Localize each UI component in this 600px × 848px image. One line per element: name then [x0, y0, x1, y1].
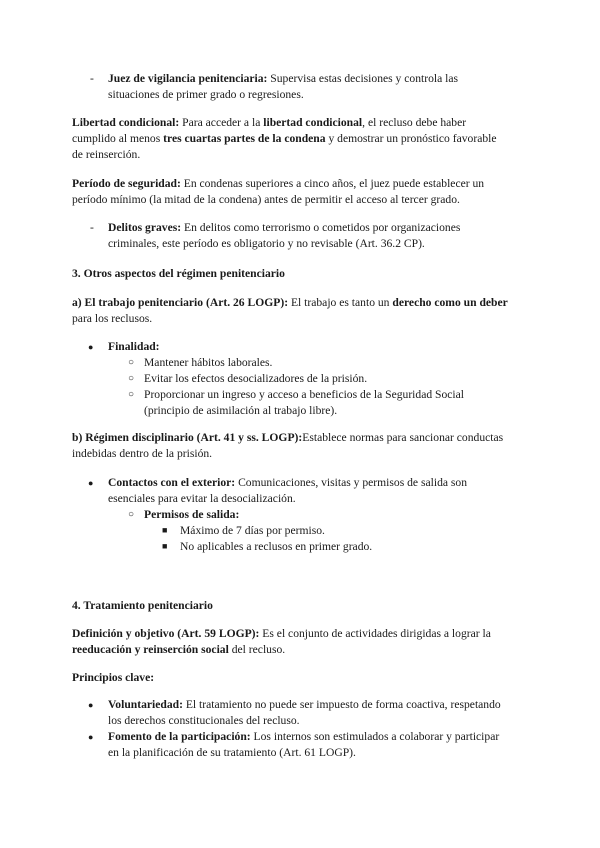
bold-text: reeducación y reinserción social [72, 643, 229, 656]
term-label: Fomento de la participación: [108, 730, 251, 743]
bold-text: tres cuartas partes de la condena [163, 132, 326, 145]
dash-item-juez [90, 71, 528, 103]
text: Mantener hábitos laborales. [144, 356, 273, 369]
paragraph-trabajo [72, 295, 532, 327]
section-heading: 3. Otros aspectos del régimen penitenciario [72, 267, 285, 280]
term-label: Libertad condicional: [72, 116, 180, 129]
text: Es el conjunto de actividades dirigidas a lograr la [259, 627, 491, 640]
text: Proporcionar un ingreso y acceso a beneficios de la Seguridad Social [144, 388, 465, 401]
paragraph-definicion [72, 626, 532, 658]
text: cumplido al menos [72, 132, 164, 145]
term-label: Permisos de salida: [144, 508, 240, 521]
bold-text: derecho como un deber [392, 296, 508, 309]
bullet-marker: ● [88, 342, 94, 352]
term-label: Finalidad: [108, 340, 160, 353]
circle-marker: ○ [128, 373, 135, 384]
section-heading: 4. Tratamiento penitenciario [72, 599, 213, 612]
text: período mínimo (la mitad de la condena) antes de permitir el acceso al tercer grado. [72, 193, 460, 206]
text: los derechos constitucionales del recluso. [108, 714, 300, 727]
term-label: Contactos con el exterior: [108, 476, 236, 489]
text: El tratamiento no puede ser impuesto de forma coactiva, respetando [182, 698, 501, 711]
list-item [162, 523, 325, 539]
bullet-marker: ● [88, 700, 94, 710]
text: esenciales para evitar la desocialización. [108, 492, 296, 505]
term-label: b) Régimen disciplinario (Art. 41 y ss. LOGP): [72, 431, 303, 444]
text: No aplicables a reclusos en primer grado. [180, 540, 373, 553]
text: Evitar los efectos desocializadores de la prisión. [144, 372, 368, 385]
text: Los internos son estimulados a colaborar y participar [250, 730, 500, 743]
text: para los reclusos. [72, 312, 153, 325]
paragraph-disciplinario [72, 430, 532, 462]
list-item-permisos [128, 507, 240, 523]
list-item [128, 387, 534, 419]
square-marker: ■ [162, 525, 168, 535]
text: En delitos como terrorismo o cometidos por organizaciones [181, 221, 461, 234]
text: indebidas dentro de la prisión. [72, 447, 213, 460]
dash-item-delitos-graves [90, 220, 528, 252]
text: del recluso. [228, 643, 286, 656]
text: de reinserción. [72, 148, 141, 161]
text: Establece normas para sancionar conductas [302, 431, 504, 444]
text: (principio de asimilación al trabajo libre). [144, 404, 338, 417]
text: y demostrar un pronóstico favorable [325, 132, 497, 145]
text: En condenas superiores a cinco años, el juez puede establecer un [180, 177, 485, 190]
text: situaciones de primer grado o regresiones. [108, 88, 304, 101]
bullet-marker: ● [88, 478, 94, 488]
term-label: Período de seguridad: [72, 177, 181, 190]
square-marker: ■ [162, 541, 168, 551]
subheading: Principios clave: [72, 671, 155, 684]
circle-marker: ○ [128, 357, 135, 368]
dash-marker: - [90, 221, 94, 234]
term-label: Voluntariedad: [108, 698, 183, 711]
term-label: Juez de vigilancia penitenciaria: [108, 72, 268, 85]
term-label: Delitos graves: [108, 221, 182, 234]
text: Supervisa estas decisiones y controla las [267, 72, 459, 85]
bullet-item-participacion [88, 729, 528, 761]
list-item [162, 539, 373, 555]
text: Máximo de 7 días por permiso. [180, 524, 325, 537]
bullet-item-voluntariedad [88, 697, 528, 729]
bullet-item-finalidad [88, 339, 160, 355]
text: Comunicaciones, visitas y permisos de salida son [235, 476, 468, 489]
bullet-marker: ● [88, 732, 94, 742]
paragraph-periodo-seguridad [72, 176, 532, 208]
dash-marker: - [90, 72, 94, 85]
circle-marker: ○ [128, 509, 135, 520]
circle-marker: ○ [128, 389, 135, 400]
text: Para acceder a la [179, 116, 264, 129]
text: criminales, este período es obligatorio y no revisable (Art. 36.2 CP). [108, 237, 425, 250]
text: El trabajo es tanto un [288, 296, 393, 309]
text: , el recluso debe haber [362, 116, 467, 129]
paragraph-libertad-condicional [72, 115, 532, 163]
list-item [128, 371, 368, 387]
text: en la planificación de su tratamiento (Art. 61 LOGP). [108, 746, 356, 759]
term-label: Definición y objetivo (Art. 59 LOGP): [72, 627, 260, 640]
bold-text: libertad condicional [263, 116, 363, 129]
bullet-item-contactos [88, 475, 528, 507]
term-label: a) El trabajo penitenciario (Art. 26 LOGP): [72, 296, 289, 309]
list-item [128, 355, 273, 371]
